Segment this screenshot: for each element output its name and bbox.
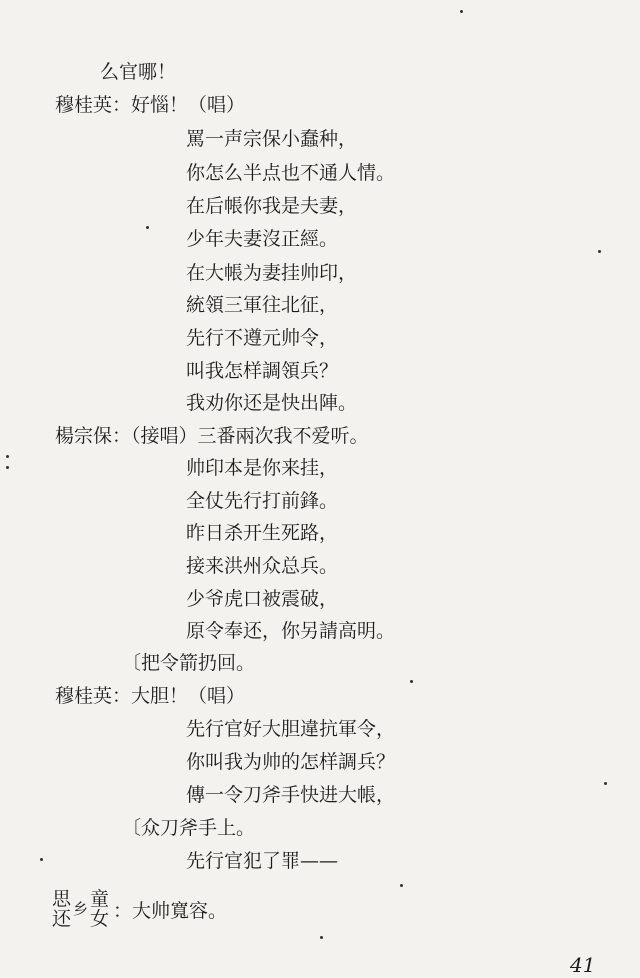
speaker-char: 还 [52,908,72,930]
verse-line: 在大帳为妻挂帅印， [186,262,358,284]
verse-line: 昨日杀开生死路， [186,522,339,544]
verse-line: 統領三軍往北征， [186,294,339,316]
scan-speck [40,858,43,861]
stage-direction: 〔众刀斧手上。 [122,817,256,839]
scan-speck [320,936,323,939]
verse-line: 先行不遵元帅令， [186,327,339,349]
verse-line: 先行官犯了罪—— [186,850,339,872]
verse-line: 全仗先行打前鋒。 [186,490,339,512]
scan-speck [6,466,9,469]
verse-line: 你怎么半点也不通人情。 [186,162,396,184]
page-number: 41 [570,953,596,977]
scan-speck [598,250,601,253]
speaker-left-column [52,889,71,929]
speaker-line: 楊宗保：（接唱）三番兩次我不爱听。 [55,425,369,447]
speaker-line: 穆桂英：好惱！（唱） [55,94,246,116]
stage-direction: 〔把令箭扔回。 [122,652,256,674]
verse-line: 叫我怎样調領兵？ [186,360,339,382]
speaker-char: 思 [52,888,72,910]
speaker-right-column [90,889,109,929]
verse-line: 你叫我为帅的怎样調兵？ [186,751,396,773]
speaker-group-line [52,889,227,929]
scan-speck [460,10,463,13]
scan-speck [146,226,149,229]
verse-line: 接来洪州众总兵。 [186,555,339,577]
scan-speck [604,782,607,785]
speaker-line-text: ：大帅寬容。 [113,899,228,922]
verse-line: 原令奉还，你另請高明。 [186,620,396,642]
verse-line: 我劝你还是快出陣。 [186,392,358,414]
speaker-line: 穆桂英：大胆！（唱） [55,685,246,707]
speaker-char: 童 [90,888,110,910]
speaker-mid-column [73,899,88,919]
verse-line: 罵一声宗保小蠢种， [186,128,358,150]
verse-line: 帅印本是你来挂， [186,457,339,479]
verse-line: 先行官好大胆違抗軍令， [186,718,396,740]
verse-line: 少年夫妻沒正經。 [186,228,339,250]
speaker-char: 女 [90,908,110,930]
text-line: 么官哪！ [100,61,177,83]
scan-speck [400,884,403,887]
speaker-char: 乡 [73,900,89,918]
scan-speck [410,680,413,683]
verse-line: 少爷虎口被震破， [186,588,339,610]
verse-line: 傳一令刀斧手快进大帳， [186,784,396,806]
verse-line: 在后帳你我是夫妻， [186,195,358,217]
scan-speck [6,455,9,458]
